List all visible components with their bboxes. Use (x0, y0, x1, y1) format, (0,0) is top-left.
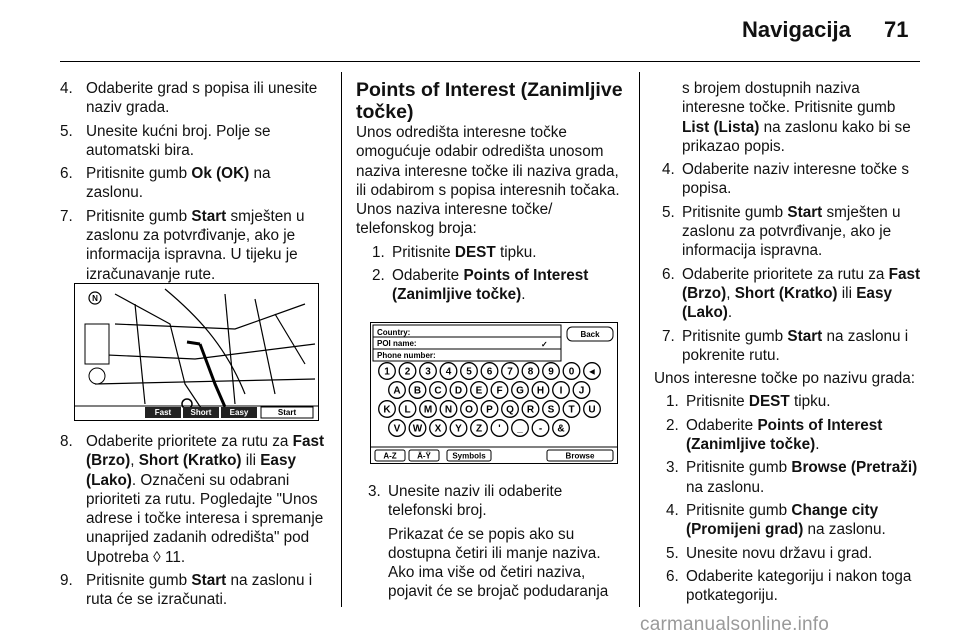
left-step-9 (60, 571, 328, 610)
step-number: 1. (372, 243, 385, 261)
key-label: 4 (445, 366, 452, 378)
left-step-6 (60, 164, 328, 203)
key-label: X (434, 423, 442, 435)
poi-intro-text: Unos odredišta interesne točke omogućuje odabir odredišta unosom naziva interesne točke ili naziva grada, ili odabirom s popisa interesnih točaka. (356, 124, 620, 199)
key-label: 1 (384, 366, 390, 378)
middle-step-2 (372, 266, 624, 305)
right-steps-1 (662, 160, 924, 365)
kbd-mode-label: Symbols (452, 451, 486, 461)
page-header-title: Navigacija (742, 17, 851, 42)
step-number: 7. (60, 207, 73, 225)
right-step-3 (666, 458, 924, 497)
step-number: 6. (60, 165, 73, 183)
key-label: D (454, 385, 463, 397)
key-label: J (578, 385, 585, 397)
step-number: 8. (60, 433, 73, 450)
key-label: 3 (425, 366, 431, 378)
key-label: E (475, 385, 483, 397)
right-step-5 (666, 544, 924, 563)
step-number: 2. (372, 267, 385, 285)
step-text: Pritisnite gumb Ok (OK) na zaslonu. (86, 165, 271, 202)
step-text: Pritisnite DEST tipku. (392, 243, 537, 261)
key-label: L (404, 404, 411, 416)
step-number: 9. (60, 572, 73, 590)
key-label: & (557, 423, 565, 435)
key-label: - (538, 423, 543, 435)
step-number: 5. (662, 203, 675, 221)
step-number: 3. (666, 459, 679, 477)
step-text: Odaberite kategoriju i nakon toga potkategoriju. (686, 567, 912, 605)
right-step-2 (666, 416, 924, 455)
map-zoom-control (85, 324, 109, 364)
left-step-7 (60, 207, 328, 284)
map-screen-figure (74, 283, 319, 421)
column-divider-right (639, 72, 640, 607)
key-label: C (434, 385, 442, 397)
match-counter-text: Prikazat će se popis ako su dostupna četiri ili manje naziva. Ako ima više od četiri naziva, pojavit će se brojač podudaranja (388, 525, 609, 601)
right-step-4 (666, 501, 924, 540)
middle-step-1 (372, 243, 624, 262)
key-label: 2 (404, 366, 411, 378)
step-text: Odaberite prioritete za rutu za Fast (Brzo), Short (Kratko) ili Easy (Lako). Označeni su odabrani prioriteti za rutu. Pogledajte "Unos adrese i točke interesa i spremanje unaprijed zadanih odredišta" pod Upotreba ◊ 11. (86, 433, 325, 566)
map-menu-icon (89, 368, 105, 384)
key-label: _ (517, 423, 523, 435)
right-step-1 (666, 392, 924, 411)
left-column (60, 79, 328, 288)
watermark: carmanualsonline.info (640, 614, 830, 635)
key-label: Z (475, 423, 483, 435)
key-label: 5 (466, 366, 472, 378)
step-text: Odaberite prioritete za rutu za Fast (Brzo), Short (Kratko) ili Easy (Lako). (682, 265, 921, 322)
map-easy-label: Easy (229, 408, 249, 417)
key-label: Q (506, 404, 514, 416)
key-label: 7 (507, 366, 513, 378)
right-step-5 (662, 203, 924, 261)
header-divider (60, 61, 920, 62)
key-label: H (536, 385, 545, 397)
key-label: F (496, 385, 503, 397)
step-text: Pritisnite gumb Change city (Promijeni grad) na zaslonu. (686, 501, 886, 539)
key-label: P (486, 404, 493, 416)
step-text: Pritisnite gumb Start smješten u zaslonu za potvrđivanje, ako je informacija ispravna. U tijeku je izračunavanje rute. (86, 207, 305, 283)
step-text: Pritisnite gumb Browse (Pretraži) na zaslonu. (686, 459, 918, 496)
key-label: N (444, 404, 453, 416)
key-label: G (516, 385, 524, 397)
page-number: 71 (884, 17, 909, 42)
column-divider-left (341, 72, 342, 607)
key-label: A (393, 385, 401, 397)
check-icon: ✓ (541, 340, 548, 349)
step-text: Unesite kućni broj. Polje se automatski bira. (86, 122, 271, 159)
kbd-mode-label: Browse (565, 451, 595, 461)
key-label: R (526, 404, 535, 416)
step-number: 1. (666, 393, 679, 411)
key-label: O (465, 404, 473, 416)
left-step-5 (60, 122, 328, 161)
key-label: 8 (527, 366, 534, 378)
step-number: 6. (666, 567, 679, 585)
left-step-4 (60, 79, 328, 118)
right-step-6 (662, 265, 924, 323)
step-text: Odaberite Points of Interest (Zanimljive točke). (686, 416, 883, 454)
kbd-field-phone: Phone number: (377, 351, 436, 360)
kbd-mode-label: A-Z (383, 451, 397, 461)
right-column (654, 79, 924, 609)
key-label: V (393, 423, 401, 435)
step-number: 7. (662, 327, 675, 345)
key-label: ' (498, 423, 501, 435)
step-3-name-entry: 3. Unesite naziv ili odaberite telefonski broj. (368, 483, 563, 520)
key-label: 9 (548, 366, 554, 378)
step-number: 5. (666, 544, 679, 562)
middle-column-lower (356, 482, 624, 602)
right-step-6 (666, 567, 924, 606)
left-column-lower (60, 432, 328, 614)
key-label: M (423, 404, 433, 416)
key-label: 0 (568, 366, 575, 378)
map-short-label: Short (190, 408, 212, 417)
right-step-4 (662, 160, 924, 199)
poi-subheading: Unos naziva interesne točke/ telefonskog broja: (356, 201, 553, 238)
step-text: Pritisnite gumb Start na zaslonu i pokrenite rutu. (682, 327, 909, 364)
continued-text: s brojem dostupnih naziva interesne točke. Pritisnite gumb List (Lista) na zaslonu kako bi se prikazao popis. (682, 80, 911, 155)
keyboard-screen-illustration (371, 323, 617, 463)
left-steps-bottom (60, 432, 328, 610)
right-step-7 (662, 327, 924, 366)
step-text: Pritisnite DEST tipku. (686, 393, 831, 411)
section-heading-poi: Points of Interest (Zanimljive točke) (356, 79, 623, 123)
key-label: S (547, 404, 555, 416)
key-label: ◂ (589, 366, 595, 378)
key-label: 6 (486, 366, 493, 378)
step-text: Odaberite grad s popisa ili unesite naziv grada. (86, 80, 318, 117)
step-number: 5. (60, 122, 73, 140)
step-text: Odaberite naziv interesne točke s popisa. (682, 161, 910, 198)
key-label: I (559, 385, 563, 397)
step-text: Unesite novu državu i grad. (686, 544, 873, 562)
step-number: 2. (666, 416, 679, 434)
city-subheading: Unos interesne točke po nazivu grada: (654, 370, 916, 388)
left-step-8 (60, 432, 328, 567)
key-label: B (413, 385, 422, 397)
kbd-mode-label: Ä-Ÿ (417, 451, 431, 461)
step-text: Pritisnite gumb Start smješten u zaslonu za potvrđivanje, ako je informacija ispravna. (682, 203, 901, 260)
middle-steps (372, 243, 624, 305)
step-number: 4. (662, 161, 675, 179)
step-number: 4. (60, 80, 73, 97)
key-label: Y (455, 423, 462, 435)
key-label: U (588, 404, 596, 416)
right-steps-2 (666, 392, 924, 605)
middle-column (356, 79, 624, 309)
step-number: 4. (666, 501, 679, 519)
step-text: Pritisnite gumb Start na zaslonu i ruta će se izračunati. (86, 572, 313, 609)
key-label: W (412, 423, 423, 435)
keyboard-screen-figure (370, 322, 618, 464)
kbd-field-country: Country: (377, 328, 411, 337)
kbd-field-poi: POI name: (377, 339, 417, 348)
left-steps-top (60, 79, 328, 284)
compass-label: N (92, 294, 98, 303)
step-number: 6. (662, 265, 675, 283)
map-start-label: Start (277, 408, 297, 417)
map-fast-label: Fast (154, 408, 172, 417)
map-screen-illustration (75, 284, 318, 420)
step-text: Odaberite Points of Interest (Zanimljive točke). (392, 267, 589, 304)
key-label: T (568, 404, 575, 416)
key-label: K (383, 404, 391, 416)
kbd-back-label: Back (580, 330, 600, 339)
